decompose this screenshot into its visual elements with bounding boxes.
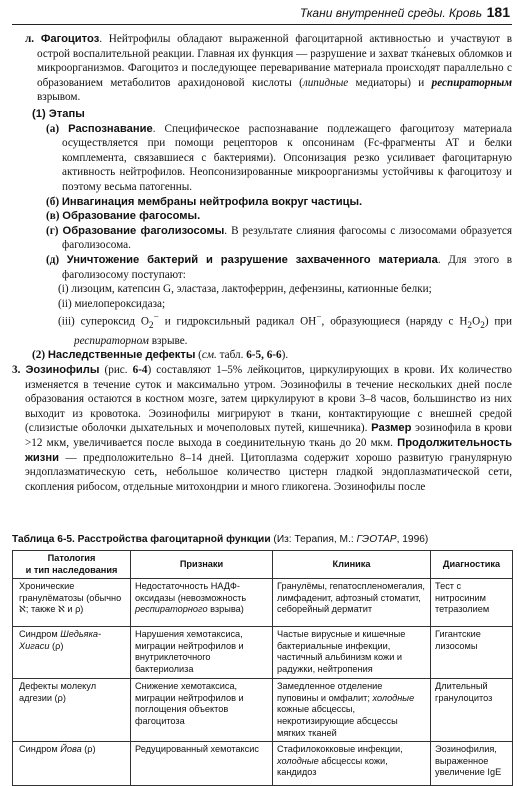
stage-d: (д) Уничтожение бактерий и разрушение захваченного материала. Для этого в фаголизосому поступают:: [46, 253, 512, 281]
running-title: Ткани внутренней среды. Кровь: [299, 6, 482, 20]
table-row: [13, 742, 513, 786]
stage-d-ii: (ii) миелопероксидаза;: [58, 297, 166, 310]
col-header-diagnostics: Диагностика: [431, 551, 513, 579]
pathology-cell: Синдром Йова (ρ): [13, 742, 131, 786]
page-number: 181: [486, 4, 510, 20]
pathology-cell: Дефекты молекул адгезии (ρ): [13, 679, 131, 742]
diagnostics-cell: Эозинофилия, выраженное увеличение IgE: [431, 742, 513, 786]
stages-heading: (1) Этапы: [32, 107, 85, 120]
stage-d-iii: (iii) супероксид $O_2^-$ и гидроксильный радикал OH−, образующиеся (наряду с $H_2O_2$) при респираторном взрыве.: [58, 313, 512, 347]
main-text: [12, 32, 512, 494]
col-header-signs: Признаки: [131, 551, 273, 579]
hereditary-defects: (2) Наследственные дефекты (см. табл. 6-5, 6-6).: [32, 349, 289, 362]
table-row: [13, 579, 513, 627]
stage-v: (в) Образование фагосомы.: [46, 210, 201, 223]
clinic-cell: Замедленное отделение пуповины и омфалит; холодные кожные абсцессы, некротизирующие абсцессы мягких тканей: [273, 679, 431, 742]
diagnostics-cell: Длительный гранулоцитоз: [431, 679, 513, 742]
clinic-cell: Гранулёмы, гепатоспленомегалия, лимфаденит, афтозный стоматит, себорейный дерматит: [273, 579, 431, 627]
phagocytic-disorders-table: [12, 550, 513, 786]
signs-cell: Нарушения хемотаксиса, миграции нейтрофилов и внутриклеточного бактериолиза: [131, 627, 273, 679]
pathology-cell: Хронические гранулёматозы (обычно ℵ; также ℵ и ρ): [13, 579, 131, 627]
clinic-cell: Стафилококковые инфекции, холодные абсцессы кожи, кандидоз: [273, 742, 431, 786]
col-header-clinic: Клиника: [273, 551, 431, 579]
stage-g: (г) Образование фаголизосомы. В результате слияния фагосомы с лизосомами образуется фаголизосома.: [46, 224, 512, 252]
col-header-pathology: Патология и тип наследования: [13, 551, 131, 579]
clinic-cell: Частые вирусные и кишечные бактериальные инфекции, частичный альбинизм кожи и радужки, нейтропения: [273, 627, 431, 679]
table-header-row: [13, 551, 513, 579]
stage-b: (б) Инвагинация мембраны нейтрофила вокруг частицы.: [46, 195, 363, 208]
stage-a: (а) Распознавание. Специфическое распознавание подлежащего фагоцитозу материала осуществляется при помощи рецепторов к опсонинам (Fc-фрагменты АТ и белки комплемента, связавшиеся с бактериями). Опсонизация резко усиливает фагоцитарную активность нейтрофилов. Неопсонизированные микроорганизмы устойчивы к фагоцитозу и поэтому весьма патогенны.: [46, 122, 512, 193]
section-heading: Фагоцитоз: [40, 33, 100, 45]
signs-cell: Недостаточность НАДФ-оксидазы (невозможность респираторного взрыва): [131, 579, 273, 627]
diagnostics-cell: Тест с нитросиним тетразолием: [431, 579, 513, 627]
stage-d-i: (i) лизоцим, катепсин G, эластаза, лактоферрин, дефензины, катионные белки;: [58, 283, 432, 296]
phagocytosis-paragraph: л. Фагоцитоз. Нейтрофилы обладают выраженной фагоцитарной активностью и участвуют в острой воспалительной реакции. Главная их функция — разрушение и захват тка́невых обломков и микроорганизмов. Фагоцитоз и последующее переваривание материала происходят параллельно с образованием метаболитов арахидоновой кислоты (липидные медиаторы) и респираторным взрывом.: [25, 33, 512, 104]
running-header: [12, 4, 512, 25]
diagnostics-cell: Гигантские лизосомы: [431, 627, 513, 679]
signs-cell: Редуцированный хемотаксис: [131, 742, 273, 786]
table-row: [13, 679, 513, 742]
table-row: [13, 627, 513, 679]
signs-cell: Снижение хемотаксиса, миграции нейтрофилов и поглощения объектов фагоцитоза: [131, 679, 273, 742]
table-caption: Таблица 6-5. Расстройства фагоцитарной функции (Из: Терапия, М.: ГЭОТАР, 1996): [12, 534, 429, 545]
item-label: л.: [25, 33, 35, 45]
pathology-cell: Синдром Шедьяка-Хигаси (ρ): [13, 627, 131, 679]
eosinophils-paragraph: 3. Эозинофилы (рис. 6-4) составляют 1–5% лейкоцитов, циркулирующих в крови. Их количество изменяется в течение суток и максимально утром. Эозинофилы в течение нескольких дней после образования остаются в костном мозге, затем циркулируют в крови 3–8 часов, большинство из них выходит из кровотока. Эозинофилы мигрируют в ткани, контактирующие с внешней средой (слизистые оболочки дыхательных и мочеполовых путей, кишечника). Размер эозинофила в крови >12 мкм, увеличивается после выхода в соединительную ткань до 20 мкм. Продолжительность жизни — предположительно 8–14 дней. Цитоплазма содержит хорошо развитую гранулярную эндоплазматическую сеть, небольшое количество цистерн гладкой эндоплазматической сети, скопления рибосом, отдельные митохондрии и много гликогена. Эозинофилы после: [12, 364, 512, 493]
